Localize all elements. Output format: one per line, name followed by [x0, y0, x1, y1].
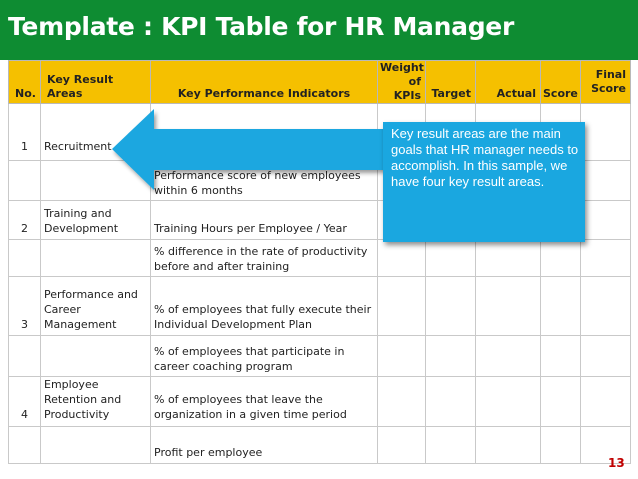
cell-no: 3	[9, 277, 41, 336]
cell-no: 1	[9, 104, 41, 161]
header-weight-line2: of KPIs	[393, 75, 421, 102]
cell-kpi: Performance score of new employees within 6 months	[151, 161, 378, 201]
cell-key-result-area: Performance and Career Management	[41, 277, 151, 336]
cell-kpi: % of employees that leave the organization in a given time period	[151, 377, 378, 427]
cell-kpi: % of employees that participate in career coaching program	[151, 336, 378, 377]
header-final-line1: Final	[595, 68, 626, 81]
header-no: No.	[9, 61, 41, 104]
cell-kpi: % of employees that fully execute their Individual Development Plan	[151, 277, 378, 336]
slide-title: Template : KPI Table for HR Manager	[8, 12, 514, 41]
header-actual: Actual	[476, 61, 541, 104]
cell-kpi: Profit per employee	[151, 427, 378, 464]
cell-no: 2	[9, 201, 41, 240]
header-target: Target	[426, 61, 476, 104]
header-weight-line1: Weight	[380, 61, 424, 74]
cell-key-result-area: Training and Development	[41, 201, 151, 240]
cell-key-result-area: Recruitment	[41, 104, 151, 161]
cell-kpi: Training Hours per Employee / Year	[151, 201, 378, 240]
cell-kpi: % difference in the rate of productivity before and after training	[151, 240, 378, 277]
header-key-performance-indicators: Key Performance Indicators	[151, 61, 378, 104]
cell-key-result-area: Employee Retention and Productivity	[41, 377, 151, 427]
page-number: 13	[608, 456, 625, 470]
header-final-line2: Score	[591, 82, 626, 95]
callout-text: Key result areas are the main goals that HR manager needs to accomplish. In this sample, we have four key result areas.	[391, 126, 579, 189]
cell-no: 4	[9, 377, 41, 427]
header-key-result-areas: Key Result Areas	[41, 61, 151, 104]
header-score: Score	[541, 61, 581, 104]
callout-box	[383, 122, 585, 242]
